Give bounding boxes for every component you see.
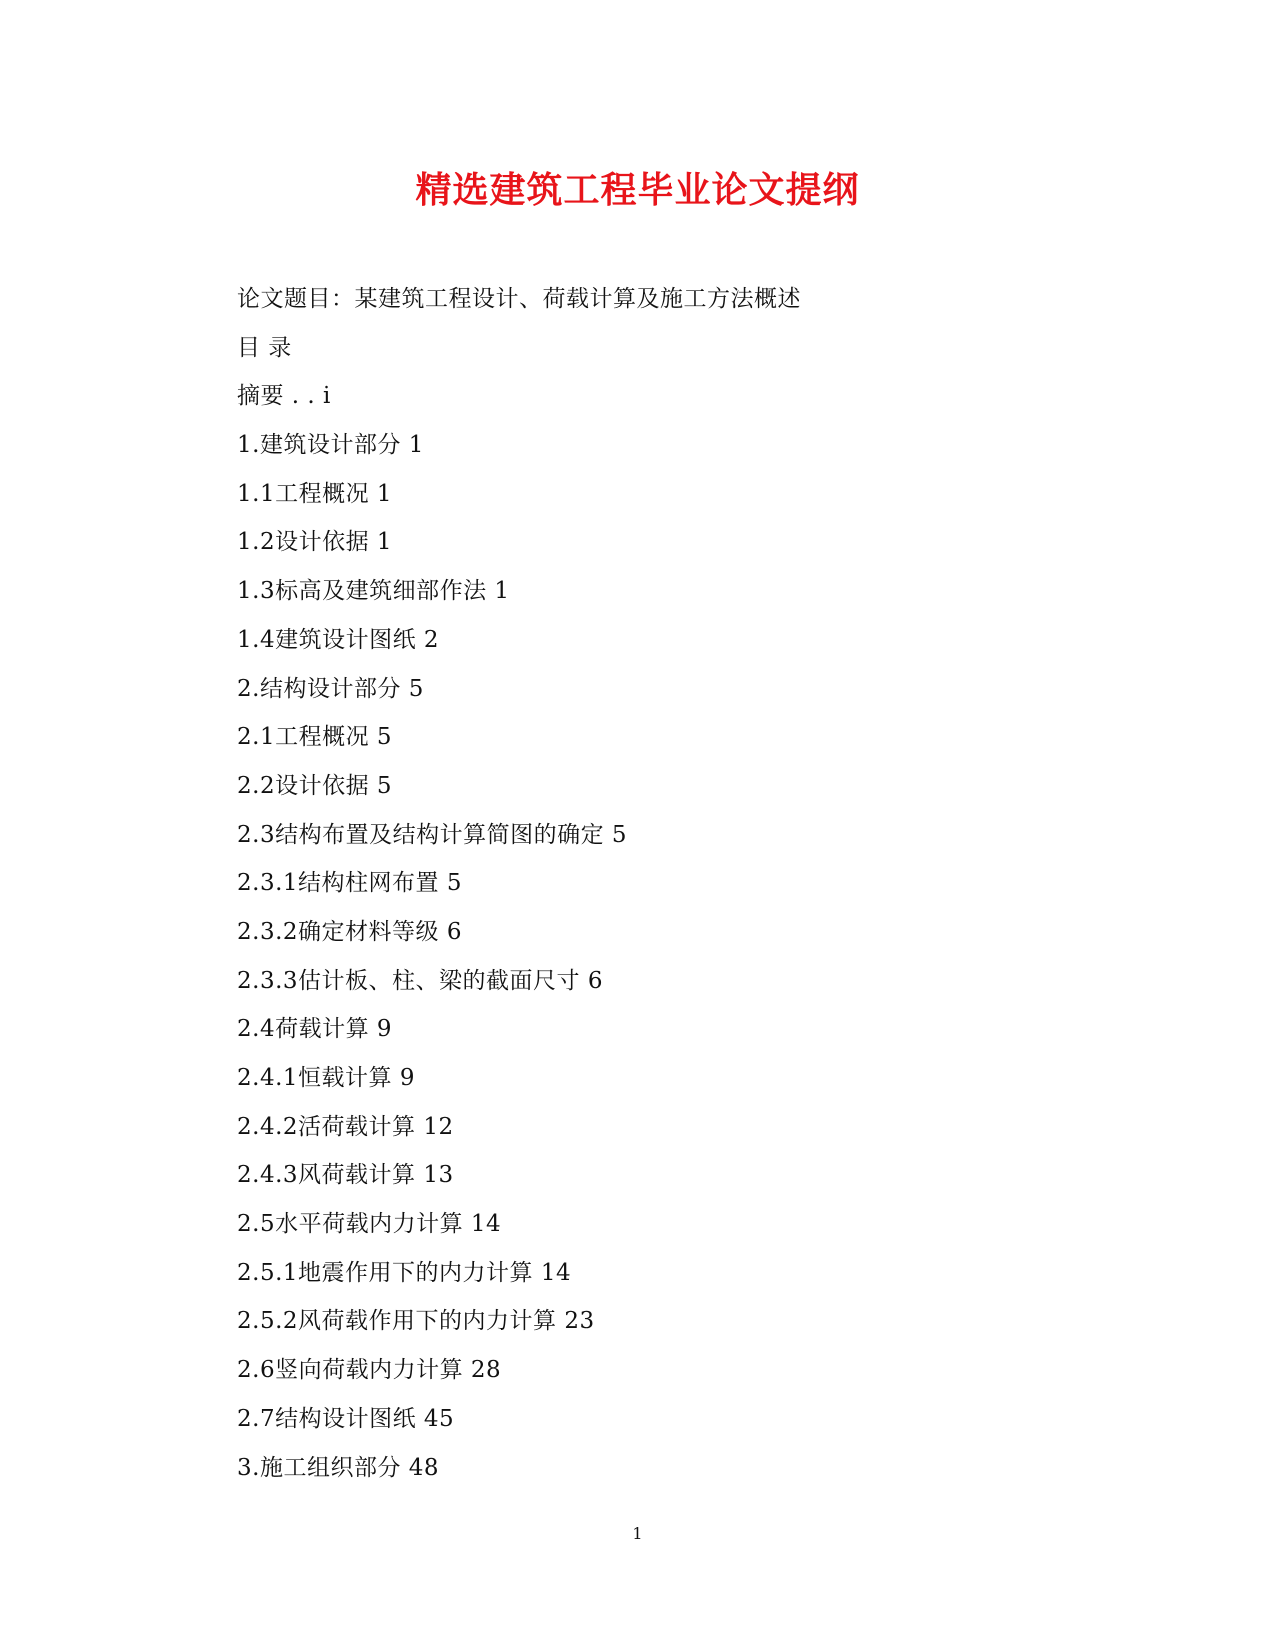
toc-entry: 2.结构设计部分 5 (237, 675, 424, 702)
toc-entry: 2.7结构设计图纸 45 (237, 1405, 455, 1432)
document-title: 精选建筑工程毕业论文提纲 (415, 169, 860, 211)
toc-entry: 1.3标高及建筑细部作法 1 (237, 578, 510, 605)
toc-entry: 2.1工程概况 5 (237, 724, 393, 751)
page-number: 1 (632, 1524, 643, 1543)
toc-entry: 2.5.1地震作用下的内力计算 14 (237, 1259, 572, 1286)
toc-entry: 2.5水平荷载内力计算 14 (237, 1211, 502, 1238)
toc-entry: 3.施工组织部分 48 (237, 1454, 440, 1481)
document-body (237, 282, 1137, 1499)
toc-entry: 摘要 . . i (237, 383, 331, 410)
toc-entry: 1.2设计依据 1 (237, 529, 393, 556)
toc-entry: 1.4建筑设计图纸 2 (237, 626, 440, 653)
toc-entry: 1.1工程概况 1 (237, 480, 393, 507)
toc-entry: 2.4.3风荷载计算 13 (237, 1162, 454, 1189)
toc-entry: 2.3.1结构柱网布置 5 (237, 870, 462, 897)
toc-entry: 2.6竖向荷载内力计算 28 (237, 1357, 502, 1384)
toc-entry: 2.5.2风荷载作用下的内力计算 23 (237, 1308, 595, 1335)
table-of-contents (237, 379, 1137, 1499)
toc-entry: 2.3.3估计板、柱、梁的截面尺寸 6 (237, 967, 603, 994)
toc-entry: 2.3结构布置及结构计算简图的确定 5 (237, 821, 628, 848)
thesis-subject-line: 论文题目：某建筑工程设计、荷载计算及施工方法概述 (237, 286, 801, 312)
toc-entry: 2.4.2活荷载计算 12 (237, 1113, 454, 1140)
toc-entry: 2.3.2确定材料等级 6 (237, 918, 462, 945)
toc-entry: 2.4.1恒载计算 9 (237, 1065, 415, 1091)
toc-entry: 2.2设计依据 5 (237, 772, 393, 799)
toc-heading: 目 录 (237, 334, 292, 361)
toc-entry: 2.4荷载计算 9 (237, 1016, 393, 1043)
toc-entry: 1.建筑设计部分 1 (237, 432, 424, 459)
